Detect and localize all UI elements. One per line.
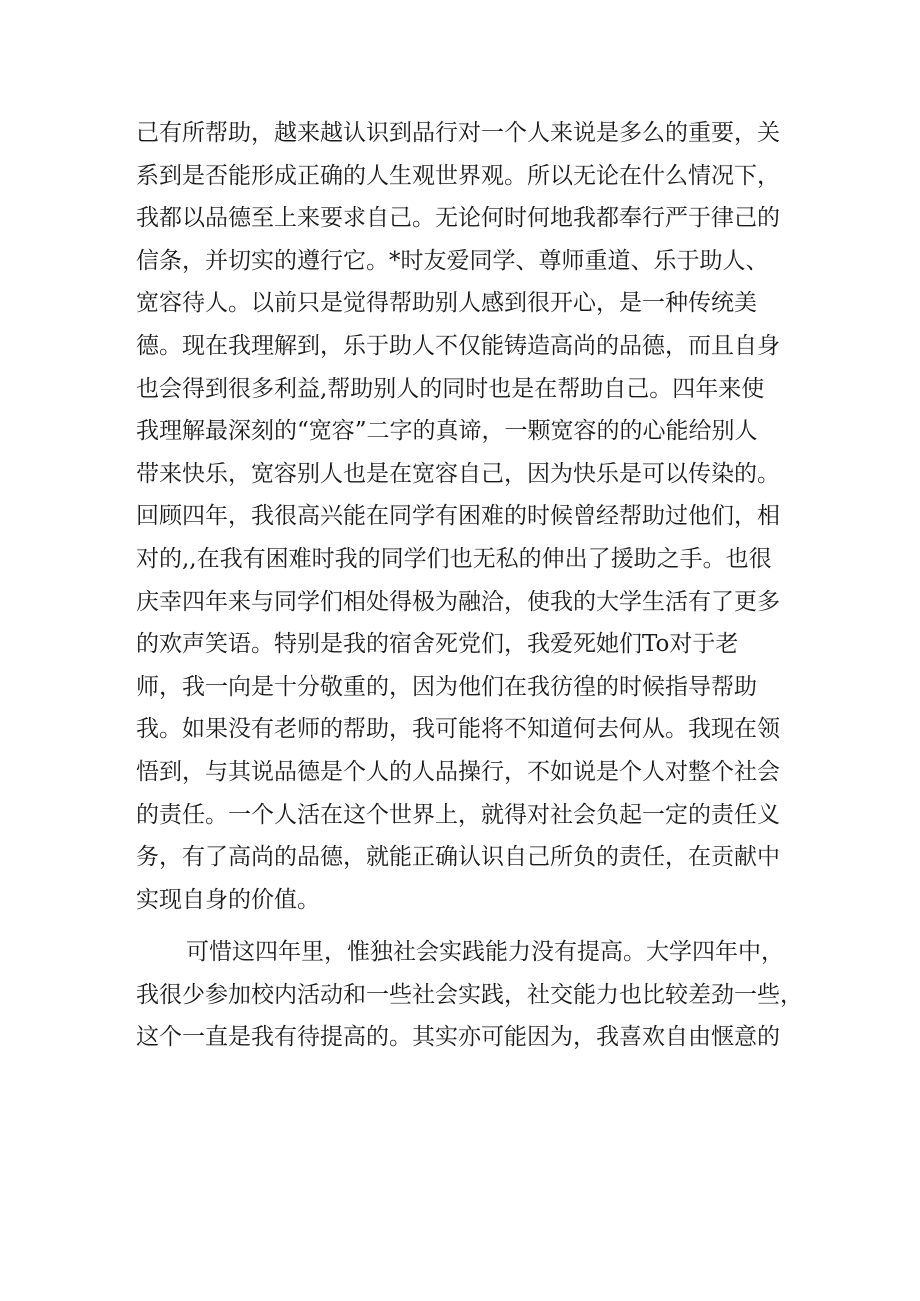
text-line: 回顾四年，我很高兴能在同学有困难的时候曾经帮助过他们，相 (136, 503, 780, 530)
paragraph-1 (136, 112, 806, 921)
text-line: 也会得到很多利益,帮助别人的同时也是在帮助自己。四年来使 (136, 375, 765, 402)
text-line: 实现自身的价值。 (136, 886, 320, 913)
paragraph-2 (136, 931, 806, 1059)
text-line: 我。如果没有老师的帮助，我可能将不知道何去何从。我现在领 (136, 716, 780, 743)
text-line: 宽容待人。以前只是觉得帮助别人感到很开心，是一种传统美 (136, 290, 757, 317)
text-line: 对的,,在我有困难时我的同学们也无私的伸出了援助之手。也很 (136, 545, 772, 572)
text-line: 我理解最深刻的“宽容”二字的真谛，一颗宽容的的心能给别人 (136, 418, 758, 445)
text-line: 师，我一向是十分敬重的，因为他们在我彷徨的时候指导帮助 (136, 673, 757, 700)
text-line: 务，有了高尚的品德，就能正确认识自己所负的责任，在贡献中 (136, 844, 780, 871)
text-line: 悟到，与其说品德是个人的人品操行，不如说是个人对整个社会 (136, 758, 780, 785)
text-line: 系到是否能形成正确的人生观世界观。所以无论在什么情况下， (136, 162, 780, 189)
text-line: 这个一直是我有待提高的。其实亦可能因为，我喜欢自由惬意的 (136, 1024, 780, 1051)
text-line: 我都以品德至上来要求自己。无论何时何地我都奉行严于律己的 (136, 205, 780, 232)
text-line: 信条，并切实的遵行它。*时友爱同学、尊师重道、乐于助人、 (136, 247, 769, 274)
text-line: 庆幸四年来与同学们相处得极为融洽，使我的大学生活有了更多 (136, 588, 780, 615)
paragraph-spacer (136, 921, 806, 931)
text-line: 我很少参加校内活动和一些社会实践，社交能力也比较差劲一些， (136, 981, 803, 1008)
text-line: 德。现在我理解到，乐于助人不仅能铸造高尚的品德，而且自身 (136, 332, 780, 359)
text-line-indented: 可惜这四年里，惟独社会实践能力没有提高。大学四年中， (186, 939, 784, 966)
text-line: 己有所帮助，越来越认识到品行对一个人来说是多么的重要，关 (136, 120, 780, 146)
body-text (136, 112, 806, 1059)
text-line: 的欢声笑语。特别是我的宿舍死党们，我爱死她们To对于老 (136, 631, 739, 658)
text-line: 带来快乐，宽容别人也是在宽容自己，因为快乐是可以传染的。 (136, 460, 780, 487)
text-line: 的责任。一个人活在这个世界上，就得对社会负起一定的责任义 (136, 801, 780, 828)
